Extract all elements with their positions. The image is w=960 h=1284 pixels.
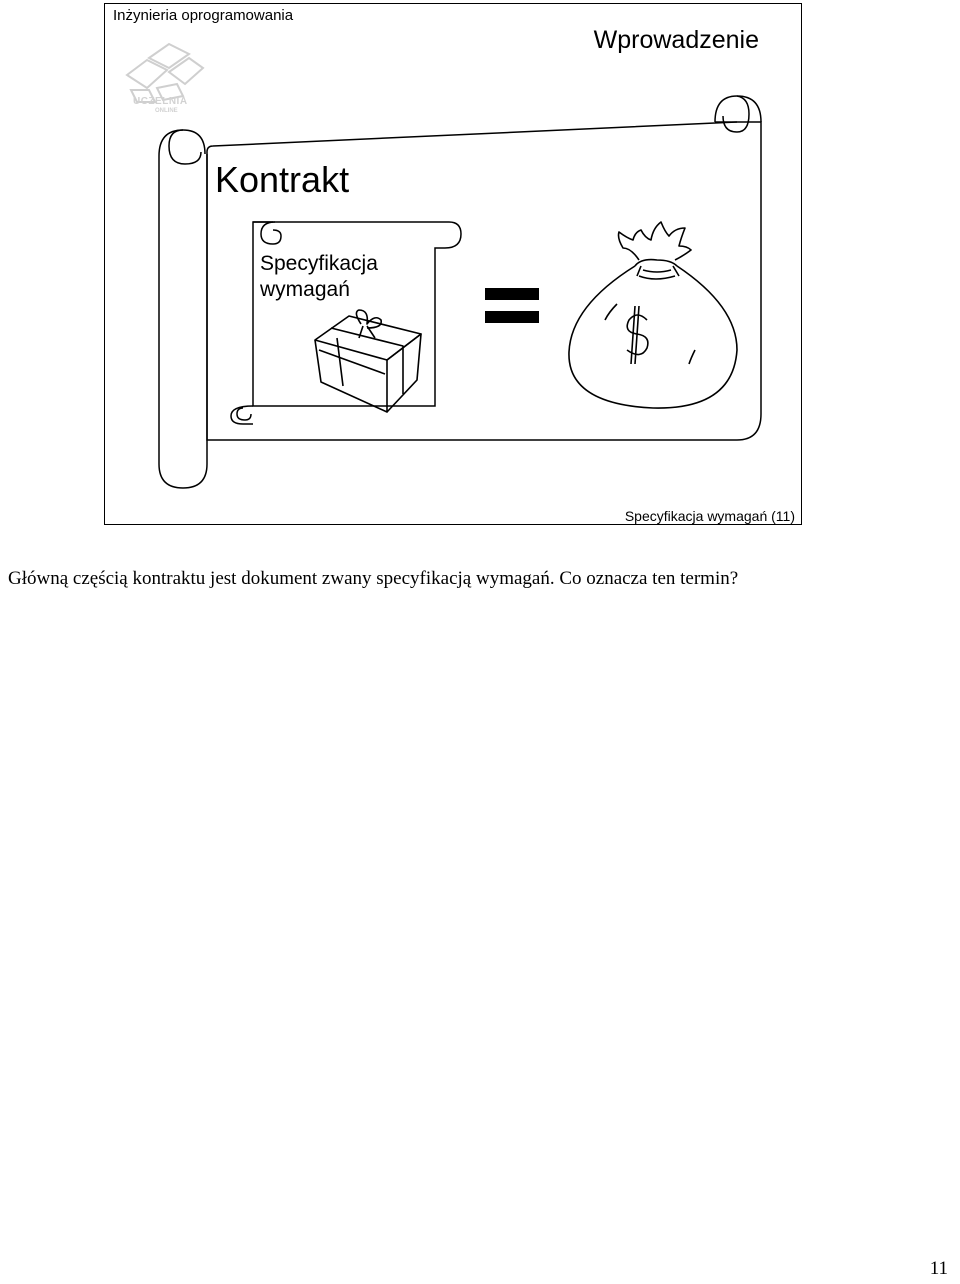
gift-box-icon	[315, 310, 421, 412]
money-bag-icon	[569, 222, 737, 408]
contract-label: Kontrakt	[215, 159, 350, 200]
spec-label-line2: wymagań	[260, 278, 350, 301]
spec-label	[260, 251, 430, 303]
note-text: Główną częścią kontraktu jest dokument zwany specyfikacją wymagań. Co oznacza ten termin?	[8, 568, 739, 589]
logo-subtext: ONLINE	[155, 108, 178, 114]
page-number: 11	[929, 1258, 948, 1279]
equals-icon	[485, 288, 539, 323]
contract-illustration	[105, 4, 802, 525]
slide-footer: Specyfikacja wymagań (11)	[624, 508, 795, 524]
contract-scroll-icon	[159, 96, 761, 488]
spec-label-line1: Specyfikacja	[260, 252, 378, 275]
course-title: Inżynieria oprogramowania	[113, 7, 294, 24]
section-title: Wprowadzenie	[593, 26, 759, 54]
slide	[104, 3, 802, 525]
logo-text: UCZELNIA	[133, 96, 188, 107]
